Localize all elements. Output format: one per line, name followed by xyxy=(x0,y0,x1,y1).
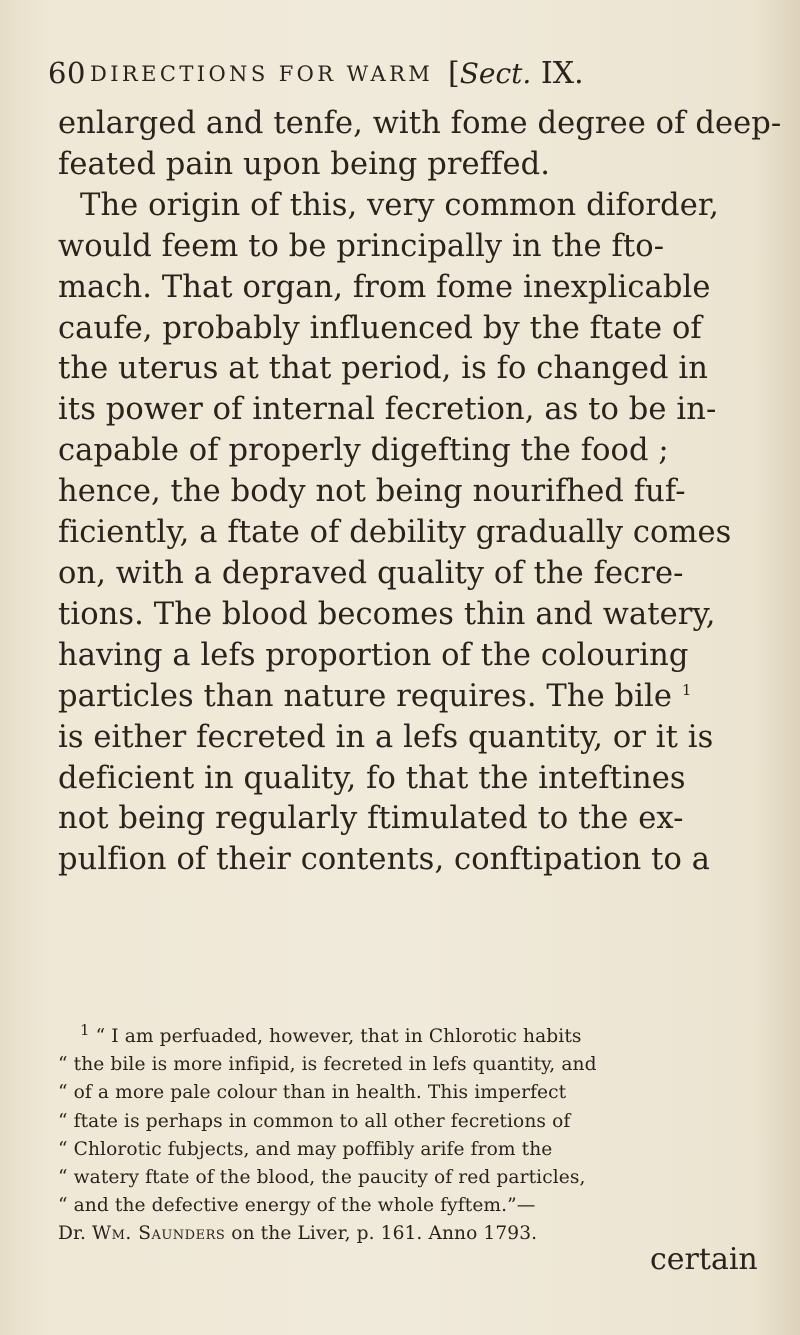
catchword: certain xyxy=(650,1242,758,1277)
text-line: would feem to be principally in the fto- xyxy=(58,228,665,264)
footnote-line: “ watery ftate of the blood, the paucity of red particles, xyxy=(58,1167,586,1189)
text-line: not being regularly ftimulated to the ex- xyxy=(58,801,684,837)
footnote-line: “ and the defective energy of the whole fyftem.”— xyxy=(58,1195,536,1217)
text-line: enlarged and tenfe, with fome degree of deep- xyxy=(58,106,782,141)
citation-prefix: Dr. xyxy=(58,1223,92,1245)
footnote-marker: 1 xyxy=(681,680,692,699)
text-line: capable of properly digefting the food ; xyxy=(58,433,669,469)
section-reference xyxy=(448,56,584,91)
text-line: on, with a depraved quality of the fecre- xyxy=(58,555,684,591)
footnote-line: “ Chlorotic fubjects, and may poffibly arife from the xyxy=(58,1138,553,1160)
page-header xyxy=(48,56,768,96)
text-line: The origin of this, very common diforder, xyxy=(80,187,719,223)
text-line: its power of internal fecretion, as to be in- xyxy=(58,392,717,428)
footnote xyxy=(58,1020,786,1249)
footnote-number: 1 xyxy=(80,1020,90,1039)
section-number: IX. xyxy=(540,56,584,91)
text-line: deficient in quality, fo that the inteftines xyxy=(58,760,686,796)
text-line: feated pain upon being preffed. xyxy=(58,146,551,182)
footnote-line: “ the bile is more infipid, is fecreted in lefs quantity, and xyxy=(58,1054,597,1076)
footnote-line-content: “ I am perfuaded, however, that in Chlorotic habits xyxy=(95,1026,582,1047)
text-line: ficiently, a ftate of debility gradually comes xyxy=(58,515,732,551)
text-line: is either fecreted in a lefs quantity, or it is xyxy=(58,719,714,755)
text-line: mach. That organ, from fome inexplicable xyxy=(58,269,711,305)
text-line: caufe, probably influenced by the ftate of xyxy=(58,310,702,346)
text-line-content: particles than nature requires. The bile xyxy=(58,678,673,714)
text-line: pulfion of their contents, conftipation to a xyxy=(58,842,711,878)
footnote-line xyxy=(58,1020,786,1051)
text-line: the uterus at that period, is fo changed in xyxy=(58,351,709,387)
text-line xyxy=(58,677,786,718)
citation-source: on the Liver, p. 161. Anno 1793. xyxy=(225,1223,538,1245)
text-line: hence, the body not being nourifhed fuf- xyxy=(58,474,686,510)
citation-author: Wm. Saunders xyxy=(91,1223,226,1245)
page-number: 60 xyxy=(48,56,86,90)
body-text xyxy=(58,104,786,881)
text-line: having a lefs proportion of the colouring xyxy=(58,637,689,673)
running-head: DIRECTIONS FOR WARM xyxy=(90,62,434,86)
section-bracket: [ xyxy=(448,56,460,91)
section-label: Sect. xyxy=(459,57,532,90)
footnote-line: “ of a more pale colour than in health. This imperfect xyxy=(58,1082,567,1104)
text-line: tions. The blood becomes thin and watery, xyxy=(58,596,716,632)
footnote-line: “ ftate is perhaps in common to all other fecretions of xyxy=(58,1110,571,1132)
